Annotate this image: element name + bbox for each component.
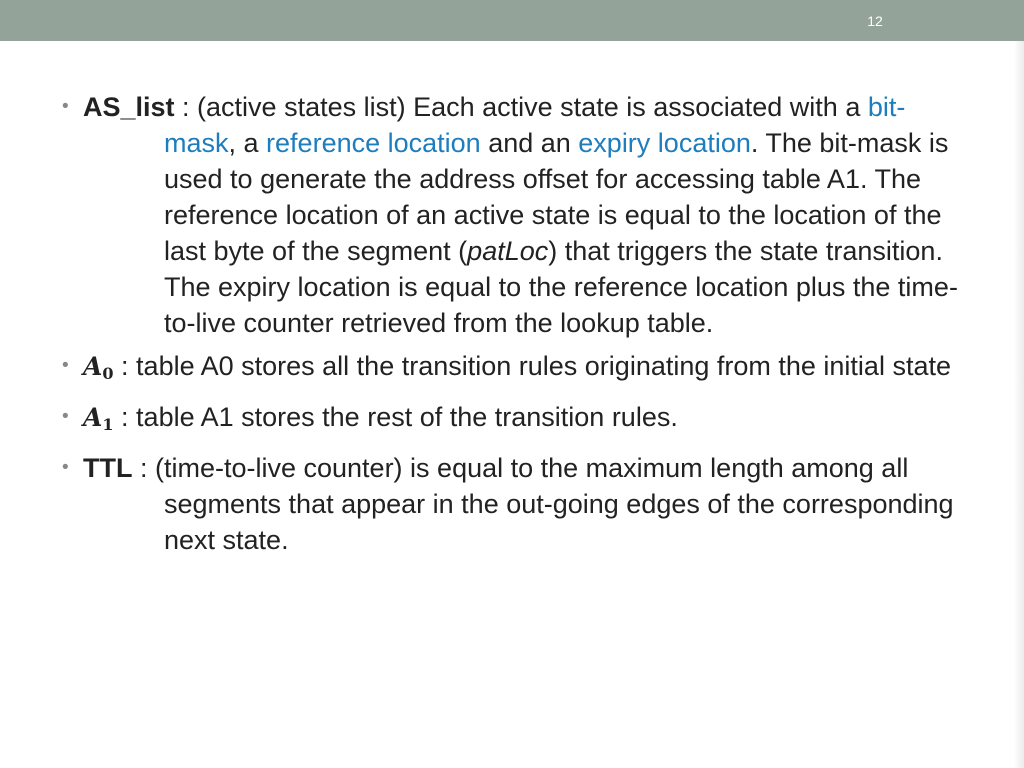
- text-segment: : table A0 stores all the transition rules originating from the initial state: [113, 351, 951, 381]
- bullet-icon: •: [62, 96, 69, 117]
- bullet-list: [58, 89, 963, 565]
- text-segment: : table A1 stores the rest of the transition rules.: [113, 402, 678, 432]
- term-a1: [83, 403, 114, 432]
- link-expiry-location: expiry location: [578, 128, 751, 158]
- bullet-icon: •: [62, 355, 69, 376]
- link-reference-location: reference location: [266, 128, 481, 158]
- bullet-item-as-list: [58, 89, 963, 341]
- bullet-icon: •: [62, 406, 69, 427]
- slide-edge-shadow: [1014, 41, 1024, 768]
- bullet-item-a1: [58, 399, 963, 443]
- bullet-item-a0: [58, 348, 963, 392]
- bullet-text: [83, 348, 963, 392]
- math-base: A: [83, 352, 103, 381]
- math-subscript: 1: [102, 415, 114, 434]
- math-subscript: 0: [102, 364, 114, 383]
- slide-header-bar: [0, 0, 1024, 41]
- term-as-list: AS_list: [83, 92, 175, 122]
- text-segment: . The bit-mask is used to generate the address offset for accessing table A1. The reference location of an active state is equal to the location of the last byte of the segment (: [164, 128, 949, 266]
- bullet-icon: •: [62, 457, 69, 478]
- bullet-text: [83, 399, 963, 443]
- math-base: A: [83, 403, 103, 432]
- term-a0: [83, 352, 114, 381]
- text-segment: and an: [480, 128, 579, 158]
- link-bit-mask: bit-mask: [164, 92, 906, 158]
- term-patloc: patLoc: [467, 236, 549, 266]
- bullet-item-ttl: [58, 450, 963, 558]
- text-segment: ) that triggers the state transition. The expiry location is equal to the reference location plus the time-to-live counter retrieved from the lookup table.: [164, 236, 958, 338]
- bullet-text: [83, 450, 963, 558]
- text-segment: , a: [228, 128, 267, 158]
- text-segment: : (time-to-live counter) is equal to the maximum length among all segments that appear in the out-going edges of the corresponding next state.: [132, 453, 954, 555]
- bullet-text: [83, 89, 963, 341]
- term-ttl: TTL: [83, 453, 133, 483]
- text-segment: : (active states list) Each active state is associated with a: [174, 92, 868, 122]
- slide-number: 12: [867, 13, 883, 29]
